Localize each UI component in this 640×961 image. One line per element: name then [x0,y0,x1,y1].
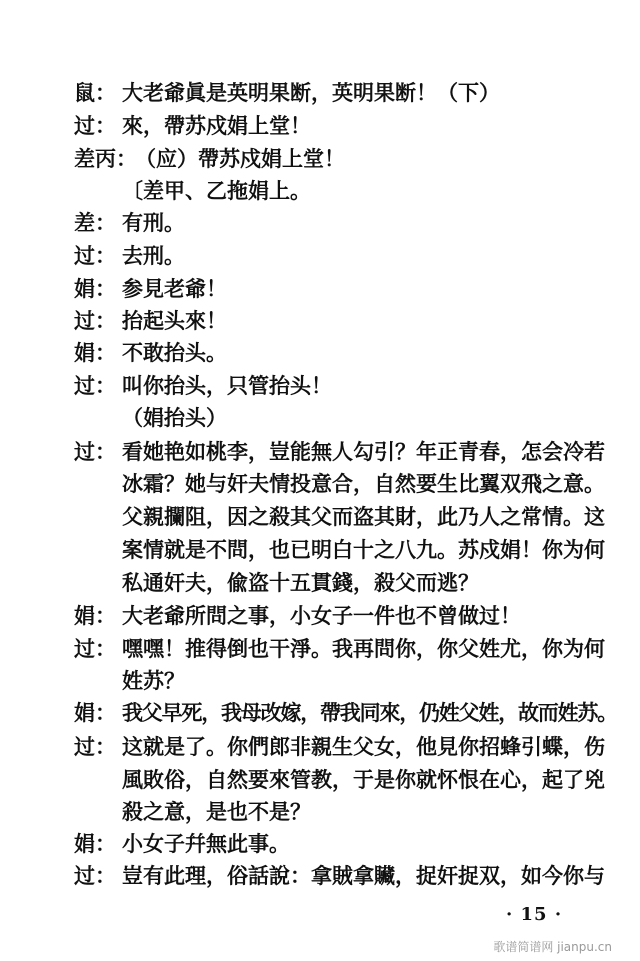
dialogue-text: 抬起头來！ [122,308,227,333]
dialogue-text: 父親攔阻，因之殺其父而盗其財，此乃人之常情。这 [122,504,605,529]
speaker-label: 过： [74,113,116,138]
speaker-label: 过： [74,243,116,268]
dialogue-text: 嘿嘿！推得倒也干淨。我再問你，你父姓尤，你为何 [122,636,605,661]
dialogue-text: （应）帶苏戍娟上堂！ [135,146,345,171]
speaker-label: 鼠： [74,80,116,105]
dialogue-text: 小女子幷無此事。 [122,831,290,856]
dialogue-text: 大老爺眞是英明果断，英明果断！（下） [122,80,500,105]
dialogue-text: 風敗俗，自然要來管教，于是你就怀恨在心，起了兇 [122,767,605,792]
speaker-label: 娟： [74,831,116,856]
dialogue-text: 叫你抬头，只管抬头！ [122,373,332,398]
speaker-label: 娟： [74,603,116,628]
dialogue-text: 看她艳如桃李，豈能無人勾引？年正青春，怎会冷若 [122,439,605,464]
dialogue-text: 姓苏？ [122,668,185,693]
dialogue-text: 我父早死，我母改嫁，帶我同來，仍姓父姓，故而姓苏。 [122,700,617,725]
speaker-label: 过： [74,308,116,333]
speaker-label: 差丙： [74,146,137,171]
dialogue-text: 案情就是不問，也已明白十之八九。苏戍娟！你为何 [122,537,605,562]
speaker-label: 过： [74,373,116,398]
dialogue-text: 这就是了。你們郎非親生父女，他見你招蜂引蝶，伤 [122,734,605,759]
dialogue-text: 冰霜？她与奸夫情投意合，自然要生比翼双飛之意。 [122,471,605,496]
dialogue-text: 殺之意，是也不是？ [122,799,311,824]
dialogue-text: 豈有此理，俗話說：拿賊拿贜，捉奸捉双，如今你与 [122,863,605,888]
dialogue-text: 來，帶苏戍娟上堂！ [122,113,311,138]
dialogue-line [0,861,640,901]
page-number: · 15 · [506,904,563,925]
speaker-label: 过： [74,863,116,888]
speaker-label: 娟： [74,276,116,301]
dialogue-text: 私通奸夫，偸盗十五貫錢，殺父而逃？ [122,570,479,595]
dialogue-text: 大老爺所問之事，小女子一件也不曾做过！ [122,603,521,628]
speaker-label: 娟： [74,340,116,365]
speaker-label: 过： [74,734,116,759]
speaker-label: 过： [74,636,116,661]
dialogue-text: 有刑。 [122,210,185,235]
dialogue-text: 去刑。 [122,243,185,268]
speaker-label: 娟： [74,700,116,725]
stage-direction-text: 〔差甲、乙拖娟上。 [122,178,311,203]
dialogue-text: 参見老爺！ [122,276,227,301]
dialogue-text: 不敢抬头。 [122,340,227,365]
speaker-label: 差： [74,210,116,235]
speaker-label: 过： [74,439,116,464]
stage-direction-text: （娟抬头） [122,405,227,430]
watermark-text: 歌谱简谱网 jianpu.cn [493,940,612,954]
